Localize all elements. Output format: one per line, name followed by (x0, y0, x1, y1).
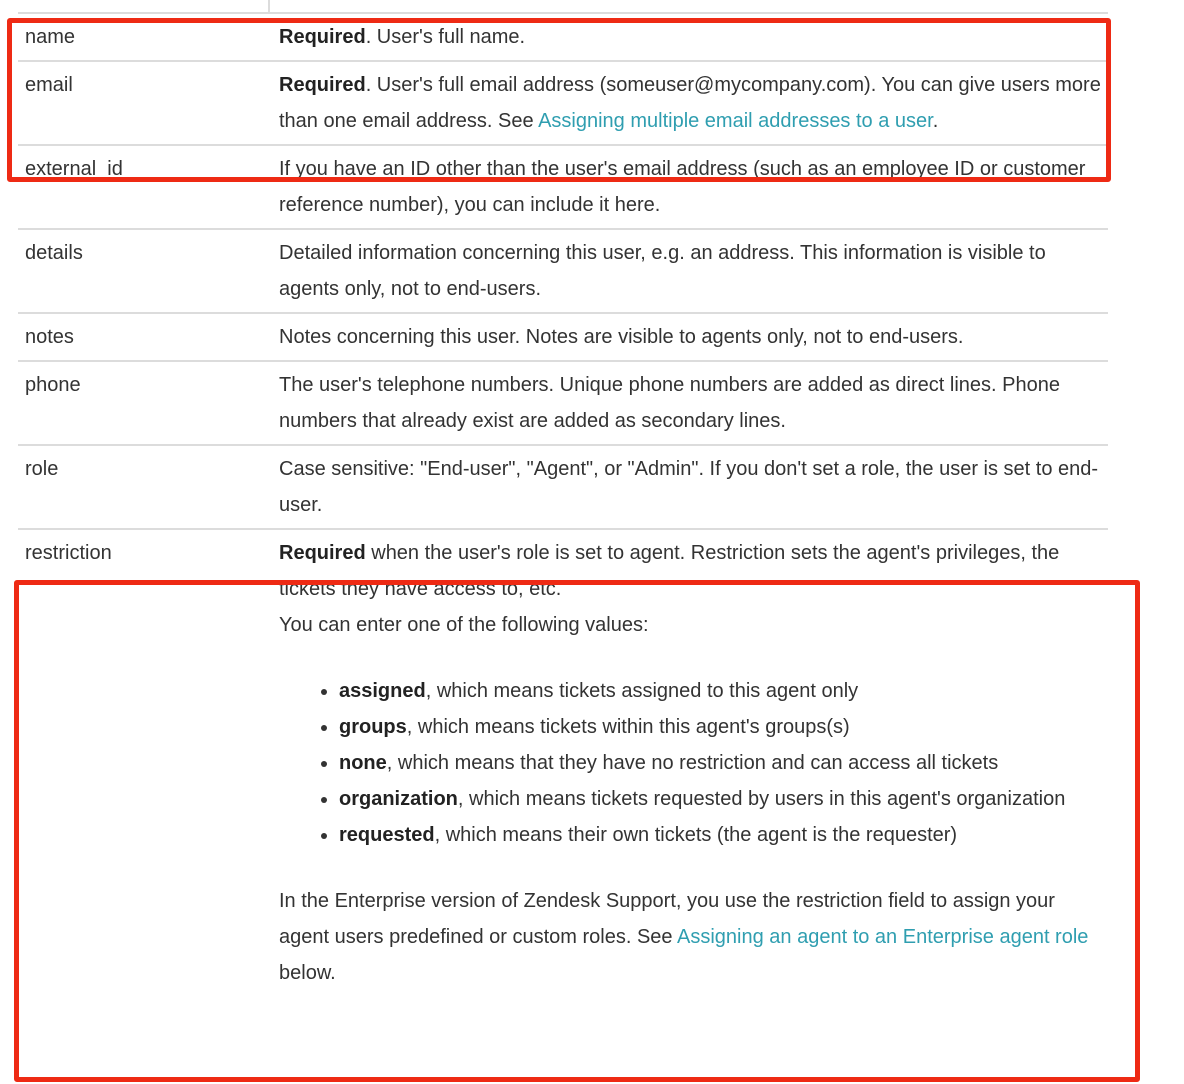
field-name: restriction (25, 542, 112, 564)
list-item: • groups, which means tickets within this agent's groups(s) (339, 709, 1108, 745)
table-row (18, 361, 1108, 445)
table-row (18, 61, 1108, 145)
field-description: The user's telephone numbers. Unique phone numbers are added as direct lines. Phone numbers that already exist are added as secondary lines. (269, 361, 1108, 445)
table-row (18, 229, 1108, 313)
required-label: Required (279, 26, 366, 48)
field-name: phone (18, 361, 269, 445)
multiple-email-addresses-link[interactable]: Assigning multiple email addresses to a user (538, 110, 933, 132)
required-label: Required (279, 74, 366, 96)
field-name: email (18, 61, 269, 145)
enterprise-agent-role-link[interactable]: Assigning an agent to an Enterprise agent role (677, 926, 1089, 948)
field-name: details (18, 229, 269, 313)
field-name: name (18, 14, 269, 61)
restriction-values-list (279, 673, 1108, 853)
restriction-summary: Required when the user's role is set to agent. Restriction sets the agent's privileges, the tickets they have access to, etc. (279, 542, 1060, 600)
field-description: Detailed information concerning this user, e.g. an address. This information is visible to agents only, not to end-users. (269, 229, 1108, 313)
field-name: notes (18, 313, 269, 361)
field-description: Case sensitive: "End-user", "Agent", or "Admin". If you don't set a role, the user is set to end-user. (269, 445, 1108, 529)
field-description: If you have an ID other than the user's email address (such as an employee ID or customer reference number), you can include it here. (269, 145, 1108, 229)
required-label: Required (279, 542, 366, 564)
list-item: • none, which means that they have no restriction and can access all tickets (339, 745, 1108, 781)
restriction-intro: You can enter one of the following values: (279, 614, 649, 636)
table-row (18, 313, 1108, 361)
field-description: Notes concerning this user. Notes are visible to agents only, not to end-users. (269, 313, 1108, 361)
list-item: • organization, which means tickets requested by users in this agent's organization (339, 781, 1108, 817)
field-name: role (18, 445, 269, 529)
table-row (18, 145, 1108, 229)
list-item: • requested, which means their own tickets (the agent is the requester) (339, 817, 1108, 853)
enterprise-note: In the Enterprise version of Zendesk Support, you use the restriction field to assign your agent users predefined or custom roles. See Assigning an agent to an Enterprise agent role below. (279, 890, 1089, 984)
table-row (18, 14, 1108, 61)
column-separator (268, 0, 270, 14)
field-description: Required. User's full email address (someuser@mycompany.com). You can give users more than one email address. See Assigning multiple email addresses to a user. (269, 61, 1108, 145)
table-row (18, 529, 1108, 996)
field-name: external_id (18, 145, 269, 229)
list-item: • assigned, which means tickets assigned to this agent only (339, 673, 1108, 709)
field-description: Required. User's full name. (269, 14, 1108, 61)
user-fields-table (18, 14, 1108, 996)
field-description (269, 529, 1108, 996)
table-row (18, 445, 1108, 529)
